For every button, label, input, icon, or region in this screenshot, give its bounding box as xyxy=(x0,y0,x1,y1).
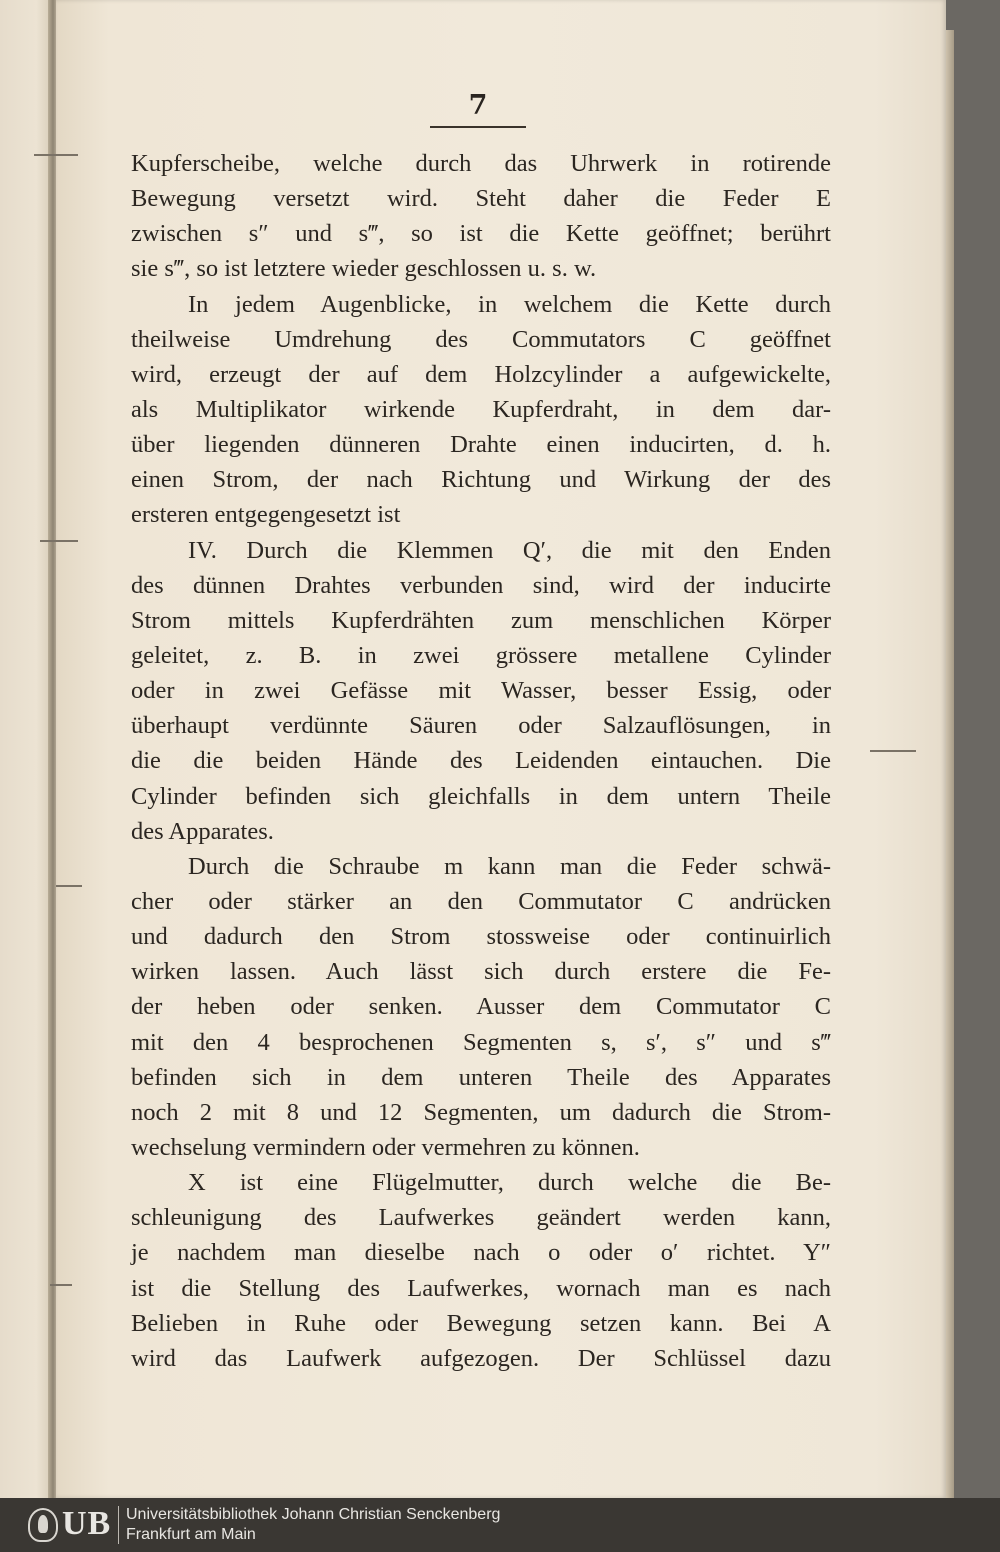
margin-mark xyxy=(50,1284,72,1286)
text-line: überhaupt verdünnte Säuren oder Salzauflösungen, in xyxy=(131,712,831,740)
text-line: oder in zwei Gefässe mit Wasser, besser Essig, oder xyxy=(131,677,831,705)
institution-name: Universitätsbibliothek Johann Christian Senckenberg xyxy=(126,1506,501,1523)
left-page-edge xyxy=(0,0,52,1498)
text-line: ist die Stellung des Laufwerkes, wornach man es nach xyxy=(131,1274,831,1302)
text-line: In jedem Augenblicke, in welchem die Kette durch xyxy=(188,290,831,318)
page-number: 7 xyxy=(468,90,488,121)
text-line: wechselung vermindern oder vermehren zu können. xyxy=(131,1133,640,1161)
text-line: Bewegung versetzt wird. Steht daher die Feder E xyxy=(131,185,831,213)
text-line: Strom mittels Kupferdrähten zum menschlichen Körper xyxy=(131,606,831,634)
footer-divider xyxy=(118,1506,119,1544)
text-line: cher oder stärker an den Commutator C andrücken xyxy=(131,887,831,915)
library-logo: UB xyxy=(62,1505,112,1542)
margin-mark xyxy=(40,540,78,542)
institution-city: Frankfurt am Main xyxy=(126,1526,256,1543)
text-line: Belieben in Ruhe oder Bewegung setzen kann. Bei A xyxy=(131,1309,831,1337)
page-number-rule xyxy=(430,126,526,128)
text-line: als Multiplikator wirkende Kupferdraht, in dem dar- xyxy=(131,395,831,423)
text-line: theilweise Umdrehung des Commutators C geöffnet xyxy=(131,325,831,353)
text-line: und dadurch den Strom stossweise oder continuirlich xyxy=(131,923,831,951)
text-line: des Apparates. xyxy=(131,817,274,845)
text-line: einen Strom, der nach Richtung und Wirkung der des xyxy=(131,466,831,494)
text-line: IV. Durch die Klemmen Q′, die mit den Enden xyxy=(188,536,831,564)
text-line: zwischen s″ und s‴, so ist die Kette geöffnet; berührt xyxy=(131,220,831,248)
margin-mark xyxy=(870,750,916,752)
text-line: der heben oder senken. Ausser dem Commutator C xyxy=(131,993,831,1021)
text-line: Kupferscheibe, welche durch das Uhrwerk in rotirende xyxy=(131,150,831,177)
library-seal-icon xyxy=(28,1508,58,1542)
text-line: befinden sich in dem unteren Theile des Apparates xyxy=(131,1063,831,1091)
text-line: sie s‴, so ist letztere wieder geschlossen u. s. w. xyxy=(131,255,597,283)
text-line: je nachdem man dieselbe nach o oder o′ richtet. Y″ xyxy=(131,1239,831,1267)
text-line: geleitet, z. B. in zwei grössere metallene Cylinder xyxy=(131,641,831,669)
text-line: über liegenden dünneren Drahte einen inducirten, d. h. xyxy=(131,431,831,459)
margin-mark xyxy=(56,885,82,887)
text-line: schleunigung des Laufwerkes geändert werden kann, xyxy=(131,1204,831,1232)
text-line: wird, erzeugt der auf dem Holzcylinder a aufgewickelte, xyxy=(131,360,831,388)
text-line: die die beiden Hände des Leidenden eintauchen. Die xyxy=(131,747,831,775)
text-line: X ist eine Flügelmutter, durch welche die Be- xyxy=(188,1169,831,1197)
page-edge-shadow xyxy=(946,30,954,1498)
text-line: ersteren entgegengesetzt ist xyxy=(131,501,401,529)
text-line: wirken lassen. Auch lässt sich durch erstere die Fe- xyxy=(131,958,831,986)
text-line: wird das Laufwerk aufgezogen. Der Schlüssel dazu xyxy=(131,1344,831,1372)
text-line: mit den 4 besprochenen Segmenten s, s′, s″ und s‴ xyxy=(131,1028,831,1056)
text-line: noch 2 mit 8 und 12 Segmenten, um dadurch die Strom- xyxy=(131,1098,831,1126)
margin-mark xyxy=(34,154,78,156)
text-line: des dünnen Drahtes verbunden sind, wird der inducirte xyxy=(131,571,831,599)
text-line: Cylinder befinden sich gleichfalls in dem untern Theile xyxy=(131,782,831,810)
body-text xyxy=(131,146,831,1376)
text-line: Durch die Schraube m kann man die Feder schwä- xyxy=(188,852,831,880)
